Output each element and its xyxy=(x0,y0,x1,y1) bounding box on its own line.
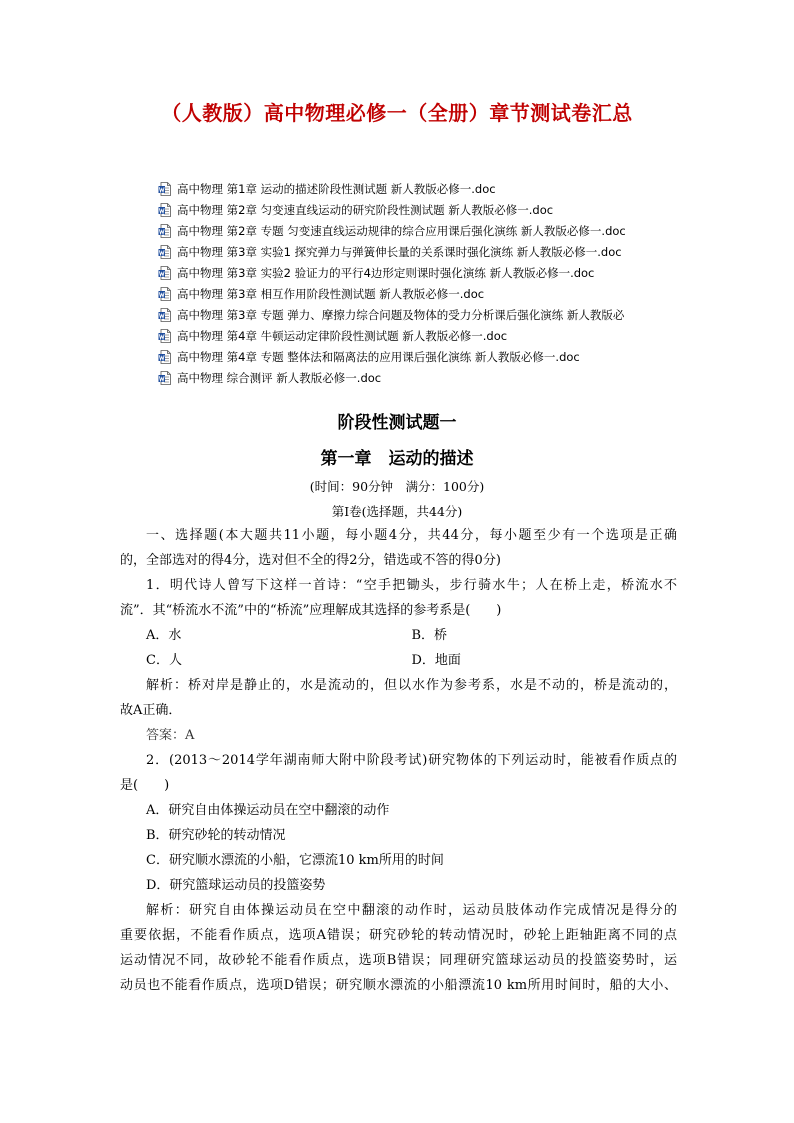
attachment-item[interactable] xyxy=(158,220,658,241)
attachment-name: 高中物理 第4章 牛顿运动定律阶段性测试题 新人教版必修一.doc xyxy=(177,328,508,343)
option-a: A．水 xyxy=(146,628,182,643)
attachment-item[interactable] xyxy=(158,262,658,283)
part-title: 第Ⅰ卷(选择题，共44分) xyxy=(331,504,463,519)
word-doc-icon xyxy=(158,308,172,322)
word-doc-icon xyxy=(158,329,172,343)
option-a: A．研究自由体操运动员在空中翻滚的动作 xyxy=(146,803,390,818)
chapter-title: 第一章 运动的描述 xyxy=(320,449,474,469)
word-doc-icon xyxy=(158,224,172,238)
option-d: D．地面 xyxy=(411,653,461,668)
attachment-item[interactable] xyxy=(158,199,658,220)
attachment-item[interactable] xyxy=(158,325,658,346)
question-2-stem: 2．(2013～2014学年湖南师大附中阶段考试)研究物体的下列运动时，能被看作质点的 xyxy=(146,753,677,768)
option-b: B．桥 xyxy=(411,628,448,643)
question-1-stem: 1．明代诗人曾写下这样一首诗：“空手把锄头，步行骑水牛；人在桥上走，桥流水不 xyxy=(146,578,677,593)
attachment-name: 高中物理 第3章 实验1 探究弹力与弹簧伸长量的关系课时强化演练 新人教版必修一.doc xyxy=(177,244,622,259)
attachment-list xyxy=(158,178,658,388)
word-doc-icon xyxy=(158,203,172,217)
attachment-name: 高中物理 综合测评 新人教版必修一.doc xyxy=(177,370,382,385)
question-1-options-row xyxy=(120,623,677,648)
question-1-analysis: 故A正确． xyxy=(120,703,182,718)
exam-info: (时间：90分钟 满分：100分) xyxy=(309,479,485,494)
attachment-item[interactable] xyxy=(158,241,658,262)
word-doc-icon xyxy=(158,350,172,364)
attachment-name: 高中物理 第2章 匀变速直线运动的研究阶段性测试题 新人教版必修一.doc xyxy=(177,202,554,217)
word-doc-icon xyxy=(158,287,172,301)
attachment-item[interactable] xyxy=(158,304,658,325)
page-title: （人教版）高中物理必修一（全册）章节测试卷汇总 xyxy=(161,101,633,125)
attachment-name: 高中物理 第3章 相互作用阶段性测试题 新人教版必修一.doc xyxy=(177,286,485,301)
question-2-stem: 是( ) xyxy=(120,778,170,793)
attachment-item[interactable] xyxy=(158,178,658,199)
instructions-line: 一、选择题(本大题共11小题，每小题4分，共44分，每小题至少有一个选项是正确 xyxy=(146,528,677,543)
question-body xyxy=(120,523,677,998)
question-1-stem: 流”．其“桥流水不流”中的“桥流”应理解成其选择的参考系是( ) xyxy=(120,603,502,618)
attachment-item[interactable] xyxy=(158,283,658,304)
attachment-name: 高中物理 第2章 专题 匀变速直线运动规律的综合应用课后强化演练 新人教版必修一.doc xyxy=(177,223,626,238)
word-doc-icon xyxy=(158,371,172,385)
word-doc-icon xyxy=(158,266,172,280)
option-c: C．人 xyxy=(146,653,182,668)
question-1-analysis: 解析：桥对岸是静止的，水是流动的，但以水作为参考系，水是不动的，桥是流动的， xyxy=(146,678,677,693)
attachment-name: 高中物理 第3章 实验2 验证力的平行4边形定则课时强化演练 新人教版必修一.doc xyxy=(177,265,595,280)
word-doc-icon xyxy=(158,182,172,196)
attachment-name: 高中物理 第1章 运动的描述阶段性测试题 新人教版必修一.doc xyxy=(177,181,496,196)
section-title: 阶段性测试题一 xyxy=(337,413,457,433)
question-1-options-row xyxy=(120,648,677,673)
instructions-line: 的，全部选对的得4分，选对但不全的得2分，错选或不答的得0分) xyxy=(120,553,501,568)
attachment-item[interactable] xyxy=(158,367,658,388)
option-c: C．研究顺水漂流的小船，它漂流10 km所用的时间 xyxy=(146,853,444,868)
option-b: B．研究砂轮的转动情况 xyxy=(146,828,286,843)
attachment-name: 高中物理 第3章 专题 弹力、摩擦力综合问题及物体的受力分析课后强化演练 新人教版必 xyxy=(177,307,625,322)
option-d: D．研究篮球运动员的投篮姿势 xyxy=(146,878,326,893)
attachment-name: 高中物理 第4章 专题 整体法和隔离法的应用课后强化演练 新人教版必修一.doc xyxy=(177,349,580,364)
question-1-answer: 答案：A xyxy=(146,728,195,743)
attachment-item[interactable] xyxy=(158,346,658,367)
question-2-analysis: 动员也不能看作质点，选项D错误；研究顺水漂流的小船漂流10 km所用时间时，船的大小、 xyxy=(120,978,677,993)
question-2-analysis: 重要依据，不能看作质点，选项A错误；研究砂轮的转动情况时，砂轮上距轴距离不同的点 xyxy=(120,928,677,943)
question-2-analysis: 运动情况不同，故砂轮不能看作质点，选项B错误；同理研究篮球运动员的投篮姿势时，运 xyxy=(120,953,677,968)
word-doc-icon xyxy=(158,245,172,259)
question-2-analysis: 解析：研究自由体操运动员在空中翻滚的动作时，运动员肢体动作完成情况是得分的 xyxy=(146,903,677,918)
